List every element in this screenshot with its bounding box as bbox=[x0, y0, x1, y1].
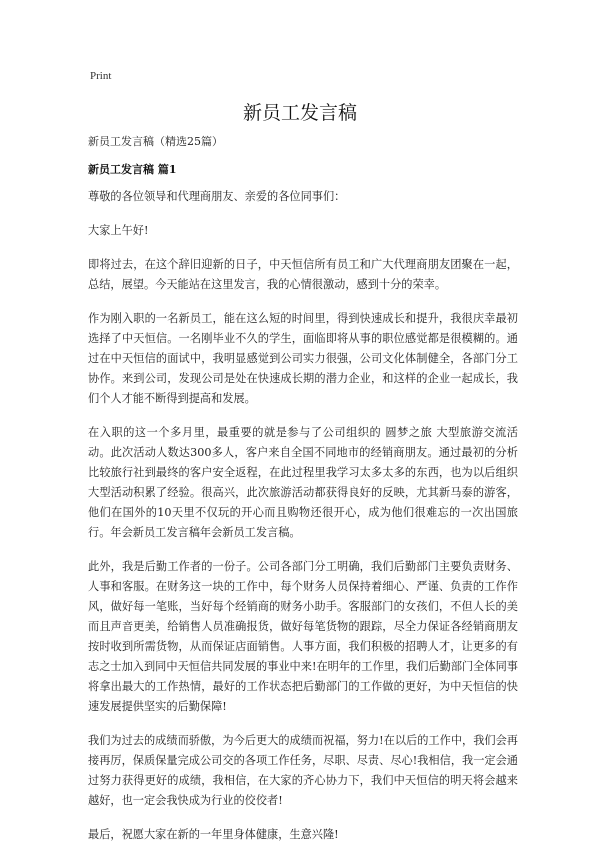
body-paragraph: 我们为过去的成绩而骄傲，为今后更大的成绩而祝福，努力!在以后的工作中，我们会再接再厉，保质保量完成公司交的各项工作任务，尽职、尽责、尽心!我相信，我一定会通过努力获得更好的成绩，我相信，在大家的齐心协力下，我们中天恒信的明天将会越来越好，也一定会我快成为行业的佼佼者! bbox=[88, 734, 518, 807]
body-paragraph: 此外，我是后勤工作者的一份子。公司各部门分工明确，我们后勤部门主要负责财务、人事和客服。在财务这一块的工作中，每个财务人员保持着细心、严谨、负责的工作作风，做好每一笔账，当好每个经销商的财务小助手。客服部门的女孩们，不但人长的美而且声音更美，给销售人员准确报货，做好每笔货物的跟踪，尽全力保证各经销商朋友按时收到所需货物，从而保证店面销售。人事方面，我们积极的招聘人才，让更多的有志之士加入到同中天恒信共同发展的事业中来!在明年的工作里，我们后勤部门全体同事将拿出最大的工作热情，最好的工作状态把后勤部门的工作做的更好，为中天恒信的快速发展提供坚实的后勤保障! bbox=[88, 560, 518, 713]
body-paragraph: 即将过去，在这个辞旧迎新的日子，中天恒信所有员工和广大代理商朋友团聚在一起，总结，展望。今天能站在这里发言，我的心情很激动，感到十分的荣幸。 bbox=[88, 258, 518, 291]
document-subtitle: 新员工发言稿（精选25篇） bbox=[88, 135, 223, 148]
body-paragraph: 在入职的这一个多月里，最重要的就是参与了公司组织的 圆梦之旅 大型旅游交流活动。此次活动人数达300多人，客户来自全国不同地市的经销商朋友。通过最初的分析比较旅行社到最终的客户安全返程，在此过程里我学习太多太多的东西，也为以后组织大型活动积累了经验。很高兴，此次旅游活动都获得良好的反映，尤其新马泰的游客，他们在国外的10天里不仅玩的开心而且购物还很开心，成为他们很难忘的一次出国旅行。年会新员工发言稿年会新员工发言稿。 bbox=[88, 426, 518, 539]
document-title: 新员工发言稿 bbox=[242, 102, 357, 124]
body-paragraph: 作为刚入职的一名新员工，能在这么短的时间里，得到快速成长和提升，我很庆幸最初选择了中天恒信。一名刚毕业不久的学生，面临即将从事的职位感觉都是很模糊的。通过在中天恒信的面试中，我明显感觉到公司实力很强，公司文化体制健全，各部门分工协作。来到公司，发现公司是处在快速成长期的潜力企业，和这样的企业一起成长，我们个人才能不断得到提高和发展。 bbox=[88, 312, 518, 405]
greeting-paragraph: 大家上午好! bbox=[88, 224, 149, 237]
closing-paragraph: 最后，祝愿大家在新的一年里身体健康，生意兴隆! bbox=[88, 828, 339, 841]
print-link[interactable]: Print bbox=[90, 70, 112, 82]
document-body bbox=[88, 187, 518, 859]
salutation-paragraph: 尊敬的各位领导和代理商朋友、亲爱的各位同事们： bbox=[88, 190, 346, 203]
section-heading: 新员工发言稿 篇1 bbox=[88, 163, 177, 176]
